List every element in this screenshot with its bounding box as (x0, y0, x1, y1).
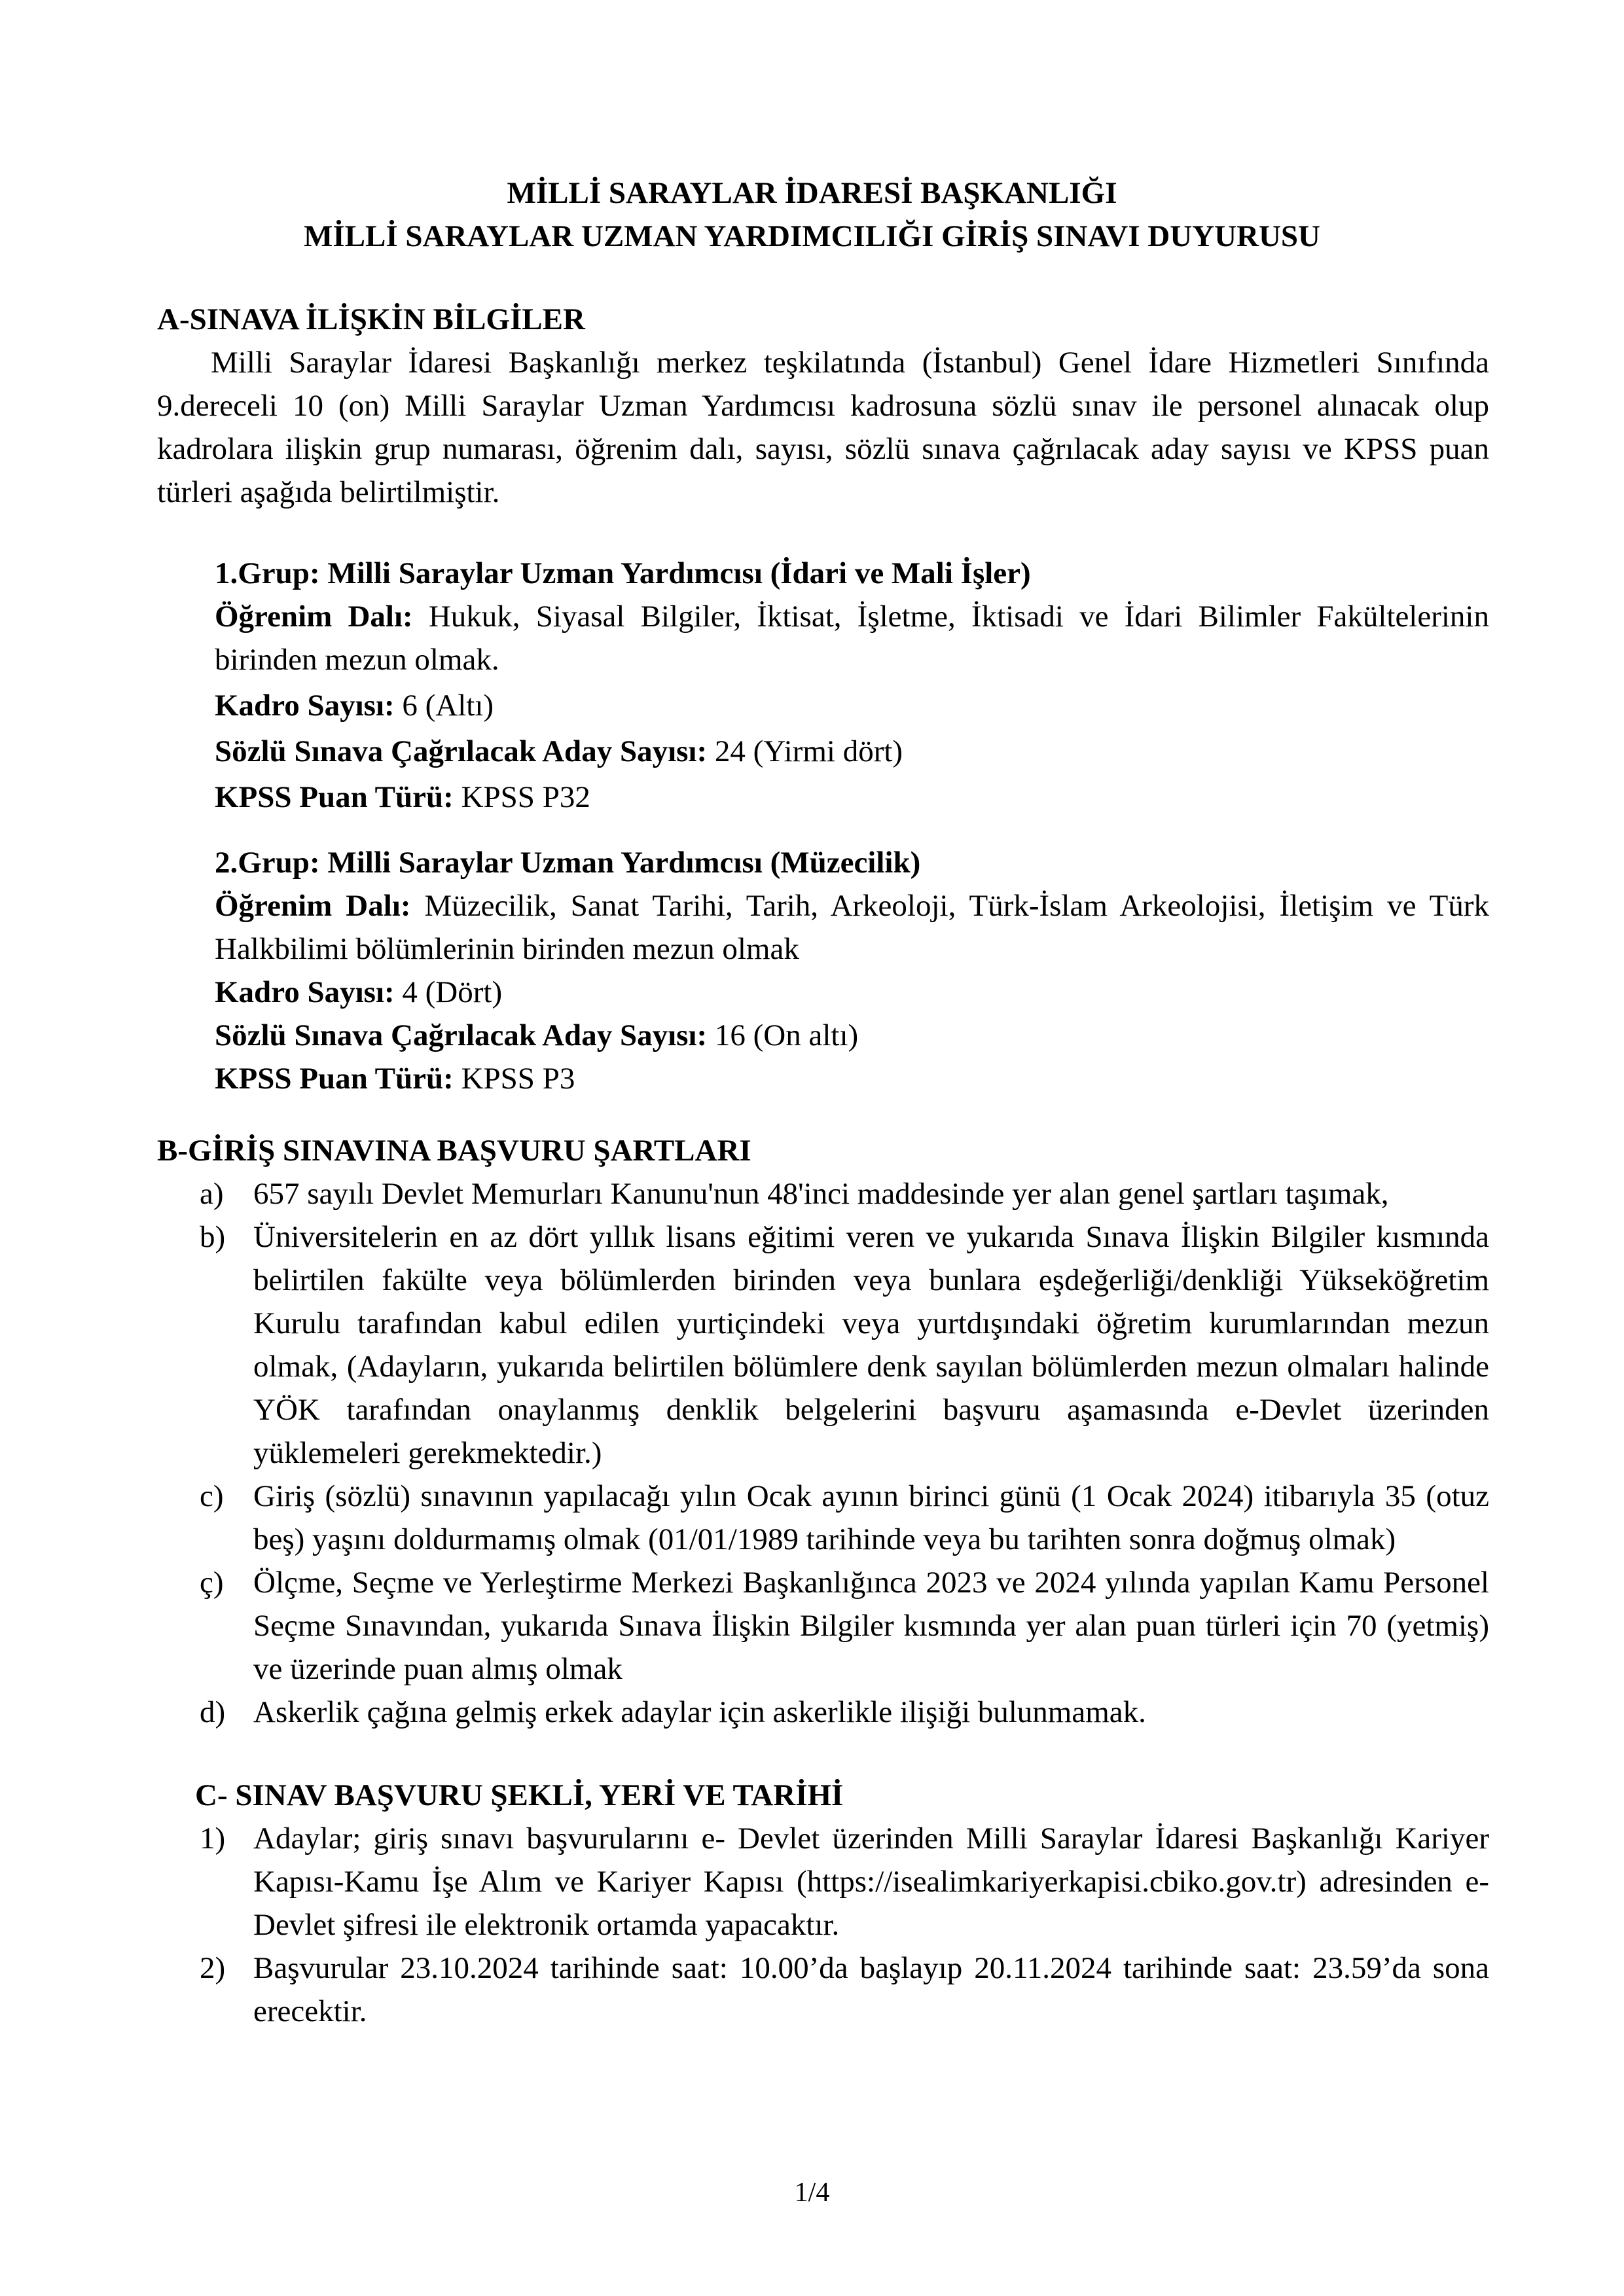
list-item-text: Adaylar; giriş sınavı başvurularını e- Devlet üzerinden Milli Saraylar İdaresi Başkanlığı Kariyer Kapısı-Kamu İşe Alım ve Kariyer Kapısı (https://isealimkariyerkapisi.cbiko.gov.tr) adresinden e-Devlet şifresi ile elektronik ortamda yapacaktır. (253, 1821, 1489, 1942)
application-item-1 (200, 1817, 1489, 1946)
page-number: 1/4 (794, 2178, 830, 2208)
group-2-kpss (215, 1057, 1489, 1100)
candidates-value: 16 (On altı) (707, 1018, 859, 1052)
kpss-label: KPSS Puan Türü: (215, 1062, 454, 1096)
kpss-value: KPSS P32 (453, 780, 590, 814)
cadre-value: 4 (Dört) (394, 975, 503, 1009)
group-1-kpss (215, 776, 1489, 819)
group-2-cadre (215, 971, 1489, 1014)
list-item-text: 657 sayılı Devlet Memurları Kanunu'nun 48'inci maddesinde yer alan genel şartları taşımak, (253, 1177, 1389, 1211)
candidates-label: Sözlü Sınava Çağrılacak Aday Sayısı: (215, 734, 708, 768)
group-1-cadre (215, 684, 1489, 727)
group-1-field (215, 595, 1489, 681)
group-1 (215, 552, 1489, 819)
requirement-item-a (200, 1172, 1489, 1215)
application-item-2 (200, 1946, 1489, 2033)
field-label: Öğrenim Dalı: (215, 600, 413, 634)
list-marker: b) (200, 1220, 226, 1254)
group-2-candidates (215, 1014, 1489, 1057)
cadre-label: Kadro Sayısı: (215, 689, 395, 723)
list-marker: d) (200, 1695, 226, 1729)
group-1-candidates (215, 730, 1489, 773)
list-marker: ç) (200, 1566, 224, 1600)
candidates-label: Sözlü Sınava Çağrılacak Aday Sayısı: (215, 1018, 708, 1052)
list-item-text: Giriş (sözlü) sınavının yapılacağı yılın Ocak ayının birinci günü (1 Ocak 2024) itibarıyla 35 (otuz beş) yaşını doldurmamış olmak (01/01/1989 tarihinde veya bu tarihten sonra doğmuş olmak) (253, 1479, 1489, 1556)
candidates-value: 24 (Yirmi dört) (707, 734, 903, 768)
requirement-item-cedilla (200, 1561, 1489, 1691)
group-2-title: 2.Grup: Milli Saraylar Uzman Yardımcısı (Müzecilik) (215, 846, 921, 880)
cadre-value: 6 (Altı) (394, 689, 494, 723)
list-marker: c) (200, 1479, 224, 1513)
list-marker: 2) (200, 1951, 226, 1985)
section-b-heading: B-GİRİŞ SINAVINA BAŞVURU ŞARTLARI (157, 1134, 751, 1168)
section-a-heading: A-SINAVA İLİŞKİN BİLGİLER (157, 302, 585, 336)
kpss-label: KPSS Puan Türü: (215, 780, 454, 814)
requirement-item-d (200, 1691, 1489, 1734)
field-value: Müzecilik, Sanat Tarihi, Tarih, Arkeoloji, Türk-İslam Arkeolojisi, İletişim ve Türk Halkbilimi bölümlerinin birinden mezun olmak (215, 889, 1489, 966)
document-title-line2: MİLLİ SARAYLAR UZMAN YARDIMCILIĞI GİRİŞ SINAVI DUYURUSU (303, 219, 1321, 253)
section-a-intro: Milli Saraylar İdaresi Başkanlığı merkez teşkilatında (İstanbul) Genel İdare Hizmetleri Sınıfında 9.dereceli 10 (on) Milli Saraylar Uzman Yardımcısı kadrosuna sözlü sınav ile personel alınacak olup kadrolara ilişkin grup numarası, öğrenim dalı, sayısı, sözlü sınava çağrılacak aday sayısı ve KPSS puan türleri aşağıda belirtilmiştir. (157, 346, 1489, 509)
field-label: Öğrenim Dalı: (215, 889, 411, 923)
list-item-text: Başvurular 23.10.2024 tarihinde saat: 10.00’da başlayıp 20.11.2024 tarihinde saat: 23.59’da sona erecektir. (253, 1951, 1489, 2028)
requirement-item-c (200, 1475, 1489, 1561)
requirement-item-b (200, 1215, 1489, 1475)
group-2-field (215, 884, 1489, 971)
list-item-text: Askerlik çağına gelmiş erkek adaylar için askerlikle ilişiği bulunmamak. (253, 1695, 1146, 1729)
list-marker: a) (200, 1177, 224, 1211)
group-1-title: 1.Grup: Milli Saraylar Uzman Yardımcısı (İdari ve Mali İşler) (215, 556, 1031, 590)
field-value: Hukuk, Siyasal Bilgiler, İktisat, İşletme, İktisadi ve İdari Bilimler Fakültelerinin birinden mezun olmak. (215, 600, 1489, 677)
list-marker: 1) (200, 1821, 226, 1856)
list-item-text: Üniversitelerin en az dört yıllık lisans eğitimi veren ve yukarıda Sınava İlişkin Bilgiler kısmında belirtilen fakülte veya bölümlerden birinden veya bunlara eşdeğerliği/denkliği Yükseköğretim Kurulu tarafından kabul edilen yurtiçindeki veya yurtdışındaki öğretim kurumlarından mezun olmak, (Adayların, yukarıda belirtilen bölümlere denk sayılan bölümlerden mezun olmaları halinde YÖK tarafından onaylanmış denklik belgelerini başvuru aşamasında e-Devlet üzerinden yüklemeleri gerekmektedir.) (253, 1220, 1489, 1470)
list-item-text: Ölçme, Seçme ve Yerleştirme Merkezi Başkanlığınca 2023 ve 2024 yılında yapılan Kamu Personel Seçme Sınavından, yukarıda Sınava İlişkin Bilgiler kısmında yer alan puan türleri için 70 (yetmiş) ve üzerinde puan almış olmak (253, 1566, 1489, 1686)
group-2 (215, 841, 1489, 1100)
cadre-label: Kadro Sayısı: (215, 975, 395, 1009)
kpss-value: KPSS P3 (453, 1062, 575, 1096)
document-title-line1: MİLLİ SARAYLAR İDARESİ BAŞKANLIĞI (507, 176, 1117, 210)
section-c-heading: C- SINAV BAŞVURU ŞEKLİ, YERİ VE TARİHİ (195, 1778, 844, 1812)
